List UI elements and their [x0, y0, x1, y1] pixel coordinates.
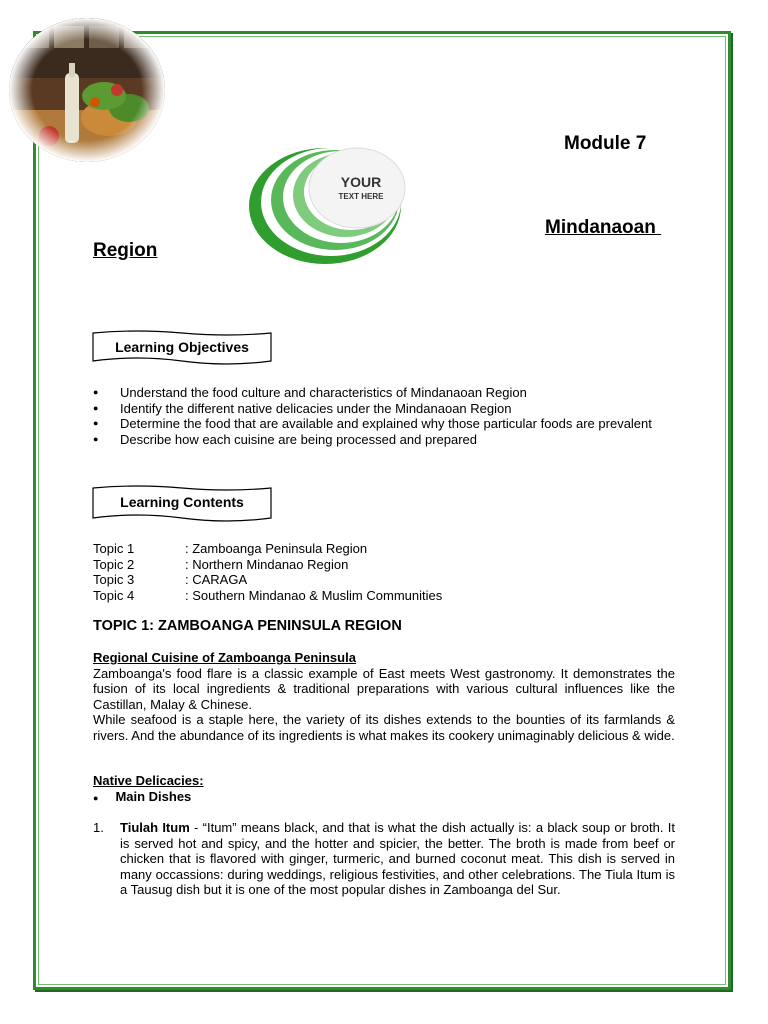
- logo: [245, 128, 435, 268]
- objectives-list: [93, 385, 675, 447]
- list-item: ● Identify the different native delicacies under the Mindanaoan Region: [93, 401, 675, 417]
- learning-objectives-banner: [91, 329, 273, 369]
- topic-title: : Zamboanga Peninsula Region: [185, 541, 368, 556]
- paragraph: While seafood is a staple here, the variety of its dishes extends to the bounties of its farmlands & rivers. And the abundance of its ingredients is what makes its cookery unimaginably delicious & wide.: [93, 712, 675, 743]
- topic-row: [93, 572, 442, 588]
- topic-label: Topic 4: [93, 587, 135, 603]
- topic-label: Topic 3: [93, 572, 135, 587]
- region-title-line1: Mindanaoan: [545, 217, 662, 238]
- logo-text-sub: TEXT HERE: [338, 192, 384, 201]
- topic-label: Topic 2: [93, 556, 135, 572]
- topic-row: [93, 588, 442, 604]
- topic1-heading: TOPIC 1: ZAMBOANGA PENINSULA REGION: [93, 618, 402, 634]
- paragraph: Zamboanga's food flare is a classic example of East meets West gastronomy. It demonstrates the fusion of its local ingredients & traditional preparations with various cultural influences like the Castillan, Malay & Chinese.: [93, 665, 675, 712]
- dish-item-1: [93, 820, 675, 898]
- logo-text-main: YOUR: [340, 174, 382, 190]
- topic-row: [93, 541, 442, 557]
- main-dishes-bullet: [93, 789, 191, 804]
- main-dishes-label: Main Dishes: [115, 789, 192, 804]
- native-delicacies-label: Native Delicacies:: [93, 773, 204, 788]
- topic-title: : Northern Mindanao Region: [185, 556, 349, 572]
- food-photo: [9, 18, 165, 162]
- topic-title: : CARAGA: [185, 572, 248, 587]
- region-title-line2: Region: [93, 240, 158, 261]
- list-item: ● Describe how each cuisine are being processed and prepared: [93, 432, 675, 448]
- native-delicacies-heading: [93, 773, 675, 789]
- dish-text: - “Itum” means black, and that is what the dish actually is: a black soup or broth. It is served hot and spicy, and the hotter and spicier, the better. The broth is made from beef or chicken that is flavored with ginger, turmeric, and burned coconut meat. This dish is served in many occassions: during weddings, religious festivities, and other celebrations. The Tiula Itum is a Tausug dish but it is one of the most popular dishes in Zamboanga del Sur.: [120, 820, 675, 897]
- topics-list: [93, 541, 442, 603]
- dish-description: [120, 820, 675, 898]
- topic-title: : Southern Mindanao & Muslim Communities: [185, 587, 443, 603]
- regional-cuisine-subheading: Regional Cuisine of Zamboanga Peninsula: [93, 650, 356, 665]
- topic-row: [93, 557, 442, 573]
- dish-name: Tiulah Itum: [120, 820, 190, 835]
- bullet-icon: ●: [93, 793, 99, 803]
- learning-objectives-heading: Learning Objectives: [115, 339, 249, 355]
- learning-contents-banner: [91, 484, 273, 524]
- item-number: 1.: [93, 820, 104, 835]
- learning-contents-heading: Learning Contents: [120, 494, 244, 510]
- regional-cuisine-section: [93, 650, 675, 743]
- list-item: ● Understand the food culture and characteristics of Mindanaoan Region: [93, 385, 675, 401]
- module-title: Module 7: [564, 133, 647, 154]
- topic-label: Topic 1: [93, 541, 135, 556]
- list-item: ● Determine the food that are available and explained why those particular foods are prevalent: [93, 416, 675, 432]
